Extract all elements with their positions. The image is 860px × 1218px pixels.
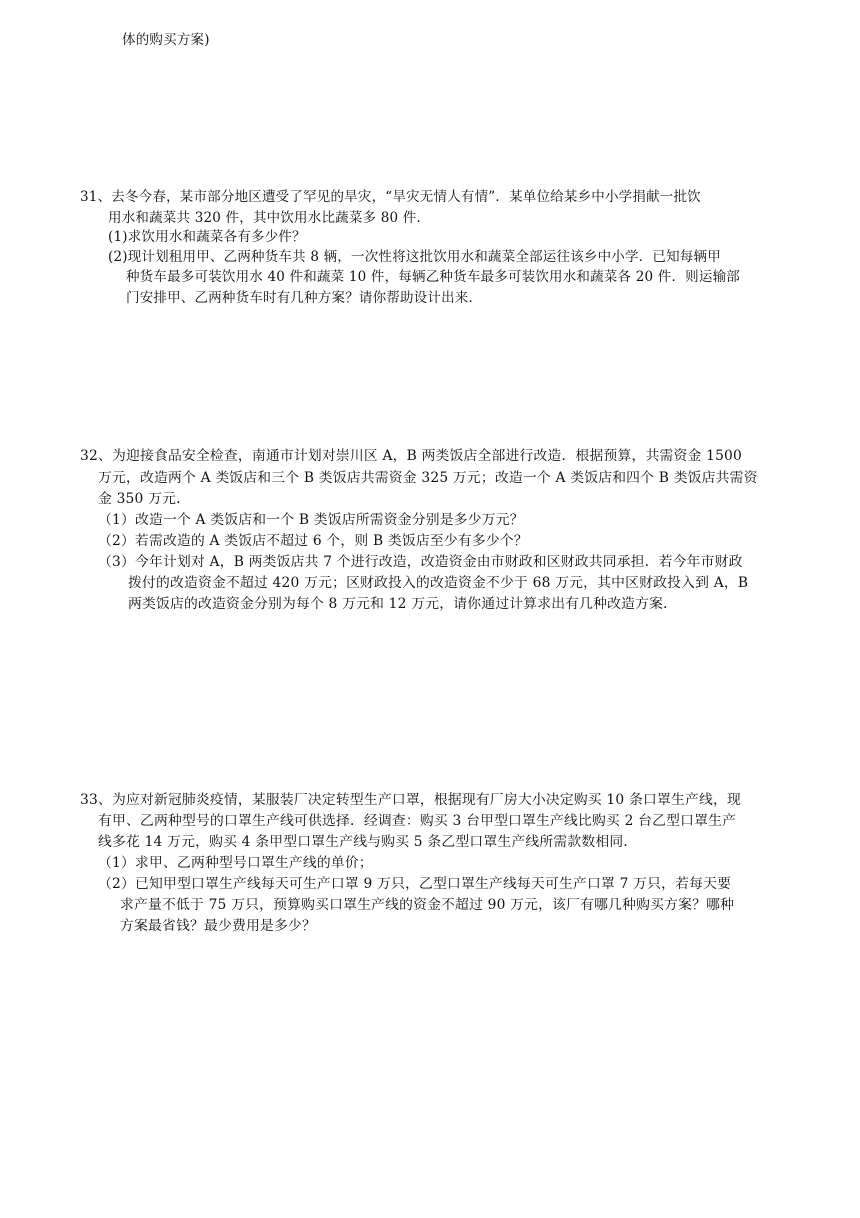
- question-31-stem-line-2: 用水和蔬菜共 320 件，其中饮用水比蔬菜多 80 件．: [108, 210, 431, 226]
- question-33-stem-line-2: 有甲、乙两种型号的口罩生产线可供选择．经调查：购买 3 台甲型口罩生产线比购买 2 台乙型口罩生产: [98, 813, 737, 829]
- question-32-stem-line-2: 万元，改造两个 A 类饭店和三个 B 类饭店共需资金 325 万元；改造一个 A 类饭店和四个 B 类饭店共需资: [98, 470, 758, 486]
- question-32-stem-line-3: 金 350 万元．: [98, 491, 191, 507]
- question-31-part-2-line-1: (2)现计划租用甲、乙两种货车共 8 辆，一次性将这批饮用水和蔬菜全部运往该乡中小学．已知每辆甲: [108, 249, 721, 265]
- question-33-stem-line-1: 33、为应对新冠肺炎疫情，某服装厂决定转型生产口罩，根据现有厂房大小决定购买 10 条口罩生产线，现: [80, 792, 741, 808]
- previous-question-fragment: 体的购买方案): [122, 32, 210, 48]
- question-32-part-3-line-2: 拨付的改造资金不超过 420 万元；区财政投入的改造资金不少于 68 万元，其中区财政投入到 A，B: [128, 575, 749, 591]
- question-31-part-2-line-3: 门安排甲、乙两种货车时有几种方案？请你帮助设计出来．: [126, 290, 483, 306]
- question-33-stem-line-3: 线多花 14 万元，购买 4 条甲型口罩生产线与购买 5 条乙型口罩生产线所需款数相同．: [98, 834, 638, 850]
- question-32-part-1: （1）改造一个 A 类饭店和一个 B 类饭店所需资金分别是多少万元？: [98, 512, 524, 528]
- question-32-part-3-line-1: （3）今年计划对 A，B 两类饭店共 7 个进行改造，改造资金由市财政和区财政共同承担．若今年市财政: [98, 554, 743, 570]
- question-33-part-2-line-2: 求产量不低于 75 万只，预算购买口罩生产线的资金不超过 90 万元，该厂有哪几种购买方案？哪种: [120, 897, 735, 913]
- question-32-part-2: （2）若需改造的 A 类饭店不超过 6 个，则 B 类饭店至少有多少个？: [98, 533, 528, 549]
- question-32-part-3-line-3: 两类饭店的改造资金分别为每个 8 万元和 12 万元，请你通过计算求出有几种改造方案．: [128, 596, 678, 612]
- question-31-part-2-line-2: 种货车最多可装饮用水 40 件和蔬菜 10 件，每辆乙种货车最多可装饮用水和蔬菜各 20 件．则运输部: [126, 269, 740, 285]
- question-33-part-2-line-3: 方案最省钱？最少费用是多少？: [120, 918, 316, 934]
- question-33-part-2-line-1: （2）已知甲型口罩生产线每天可生产口罩 9 万只，乙型口罩生产线每天可生产口罩 7 万只，若每天要: [98, 876, 732, 892]
- question-31-stem-line-1: 31、去冬今春，某市部分地区遭受了罕见的旱灾，“旱灾无情人有情”．某单位给某乡中小学捐献一批饮: [80, 189, 701, 205]
- question-31-part-1: (1)求饮用水和蔬菜各有多少件？: [108, 229, 306, 245]
- question-32-stem-line-1: 32、为迎接食品安全检查，南通市计划对崇川区 A，B 两类饭店全部进行改造．根据预算，共需资金 1500: [80, 448, 742, 464]
- question-33-part-1: （1）求甲、乙两种型号口罩生产线的单价；: [98, 855, 373, 871]
